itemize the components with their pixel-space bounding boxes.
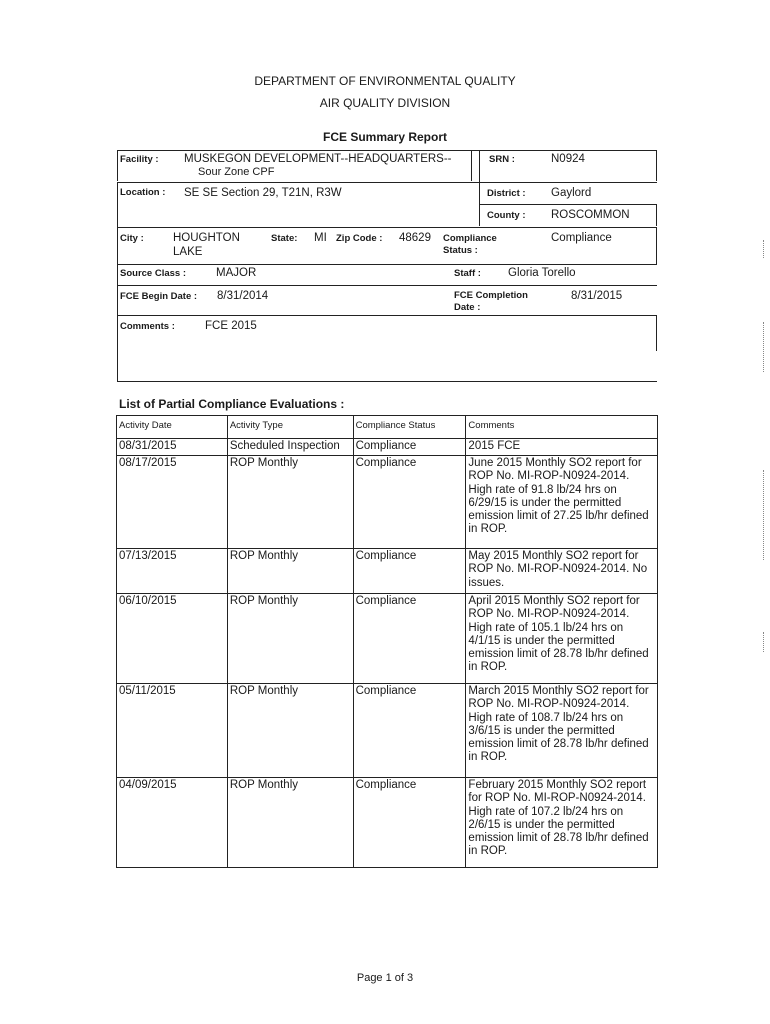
city-value: HOUGHTON bbox=[173, 232, 240, 244]
pce-table bbox=[116, 415, 658, 868]
table-row bbox=[117, 456, 658, 549]
district-label: District : bbox=[487, 188, 526, 199]
district-value: Gaylord bbox=[551, 187, 592, 199]
fce-completion-label-2: Date : bbox=[454, 302, 481, 313]
division-title: AIR QUALITY DIVISION bbox=[319, 96, 451, 110]
pce-header-row bbox=[117, 416, 658, 439]
fce-begin-value: 8/31/2014 bbox=[217, 290, 269, 302]
row-date: 08/31/2015 bbox=[117, 439, 228, 456]
pce-list-title: List of Partial Compliance Evaluations : bbox=[119, 397, 345, 411]
row-type: ROP Monthly bbox=[227, 456, 353, 549]
row-type: ROP Monthly bbox=[227, 778, 353, 868]
fce-begin-label: FCE Begin Date : bbox=[120, 291, 198, 302]
row-status: Compliance bbox=[353, 439, 466, 456]
row-type: ROP Monthly bbox=[227, 594, 353, 684]
table-row bbox=[117, 594, 658, 684]
city-value-2: LAKE bbox=[173, 246, 203, 258]
row-type: Scheduled Inspection bbox=[227, 439, 353, 456]
row-status: Compliance bbox=[353, 778, 466, 868]
row-date: 08/17/2015 bbox=[117, 456, 228, 549]
row-comments: February 2015 Monthly SO2 report for ROP No. MI-ROP-N0924-2014. High rate of 107.2 lb/24 hrs on 2/6/15 is under the permitted emission limit of 28.78 lb/hr defined in ROP. bbox=[466, 778, 658, 868]
report-title: FCE Summary Report bbox=[322, 130, 448, 144]
row-date: 07/13/2015 bbox=[117, 549, 228, 594]
facility-value-2: Sour Zone CPF bbox=[198, 166, 275, 178]
scan-mark bbox=[763, 470, 764, 560]
compliance-value: Compliance bbox=[551, 232, 612, 244]
row-comments: May 2015 Monthly SO2 report for ROP No. MI-ROP-N0924-2014. No issues. bbox=[466, 549, 658, 594]
table-row bbox=[117, 549, 658, 594]
page-number: Page 1 of 3 bbox=[356, 972, 414, 984]
row-status: Compliance bbox=[353, 456, 466, 549]
facility-value: MUSKEGON DEVELOPMENT--HEADQUARTERS-- bbox=[184, 153, 452, 165]
source-class-label: Source Class : bbox=[120, 268, 186, 279]
staff-label: Staff : bbox=[454, 268, 481, 279]
comments-label: Comments : bbox=[120, 321, 175, 332]
facility-label: Facility : bbox=[120, 154, 159, 165]
table-row bbox=[117, 439, 658, 456]
col-comments: Comments bbox=[466, 416, 658, 439]
row-comments: April 2015 Monthly SO2 report for ROP No. MI-ROP-N0924-2014. High rate of 105.1 lb/24 hrs on 4/1/15 is under the permitted emission limit of 28.78 lb/hr defined in ROP. bbox=[466, 594, 658, 684]
state-label: State: bbox=[271, 233, 298, 244]
location-value: SE SE Section 29, T21N, R3W bbox=[184, 187, 342, 199]
staff-value: Gloria Torello bbox=[508, 267, 576, 279]
city-label: City : bbox=[120, 233, 144, 244]
row-date: 04/09/2015 bbox=[117, 778, 228, 868]
comments-value: FCE 2015 bbox=[205, 320, 257, 332]
row-type: ROP Monthly bbox=[227, 549, 353, 594]
source-class-value: MAJOR bbox=[216, 267, 257, 279]
table-row bbox=[117, 778, 658, 868]
row-status: Compliance bbox=[353, 594, 466, 684]
state-value: MI bbox=[314, 232, 327, 244]
row-comments: 2015 FCE bbox=[466, 439, 658, 456]
row-comments: June 2015 Monthly SO2 report for ROP No. MI-ROP-N0924-2014. High rate of 91.8 lb/24 hrs on 6/29/15 is under the permitted emission limit of 27.25 lb/hr defined in ROP. bbox=[466, 456, 658, 549]
compliance-label-2: Status : bbox=[443, 245, 478, 256]
srn-value: N0924 bbox=[551, 153, 585, 165]
col-compliance-status: Compliance Status bbox=[353, 416, 466, 439]
row-date: 05/11/2015 bbox=[117, 684, 228, 778]
row-status: Compliance bbox=[353, 684, 466, 778]
table-row bbox=[117, 684, 658, 778]
col-activity-type: Activity Type bbox=[227, 416, 353, 439]
srn-label: SRN : bbox=[489, 154, 515, 165]
county-value: ROSCOMMON bbox=[551, 209, 630, 221]
zip-value: 48629 bbox=[399, 232, 431, 244]
row-type: ROP Monthly bbox=[227, 684, 353, 778]
compliance-label: Compliance bbox=[443, 233, 497, 244]
scan-mark bbox=[763, 240, 764, 258]
row-status: Compliance bbox=[353, 549, 466, 594]
county-label: County : bbox=[487, 210, 526, 221]
col-activity-date: Activity Date bbox=[117, 416, 228, 439]
department-title: DEPARTMENT OF ENVIRONMENTAL QUALITY bbox=[254, 74, 516, 88]
row-comments: March 2015 Monthly SO2 report for ROP No. MI-ROP-N0924-2014. High rate of 108.7 lb/24 hrs on 3/6/15 is under the permitted emission limit of 28.78 lb/hr defined in ROP. bbox=[466, 684, 658, 778]
scan-mark bbox=[763, 632, 764, 652]
fce-completion-label: FCE Completion bbox=[454, 290, 528, 301]
fce-completion-value: 8/31/2015 bbox=[571, 290, 623, 302]
row-date: 06/10/2015 bbox=[117, 594, 228, 684]
location-label: Location : bbox=[120, 187, 166, 198]
scan-mark bbox=[763, 322, 764, 372]
zip-label: Zip Code : bbox=[336, 233, 383, 244]
